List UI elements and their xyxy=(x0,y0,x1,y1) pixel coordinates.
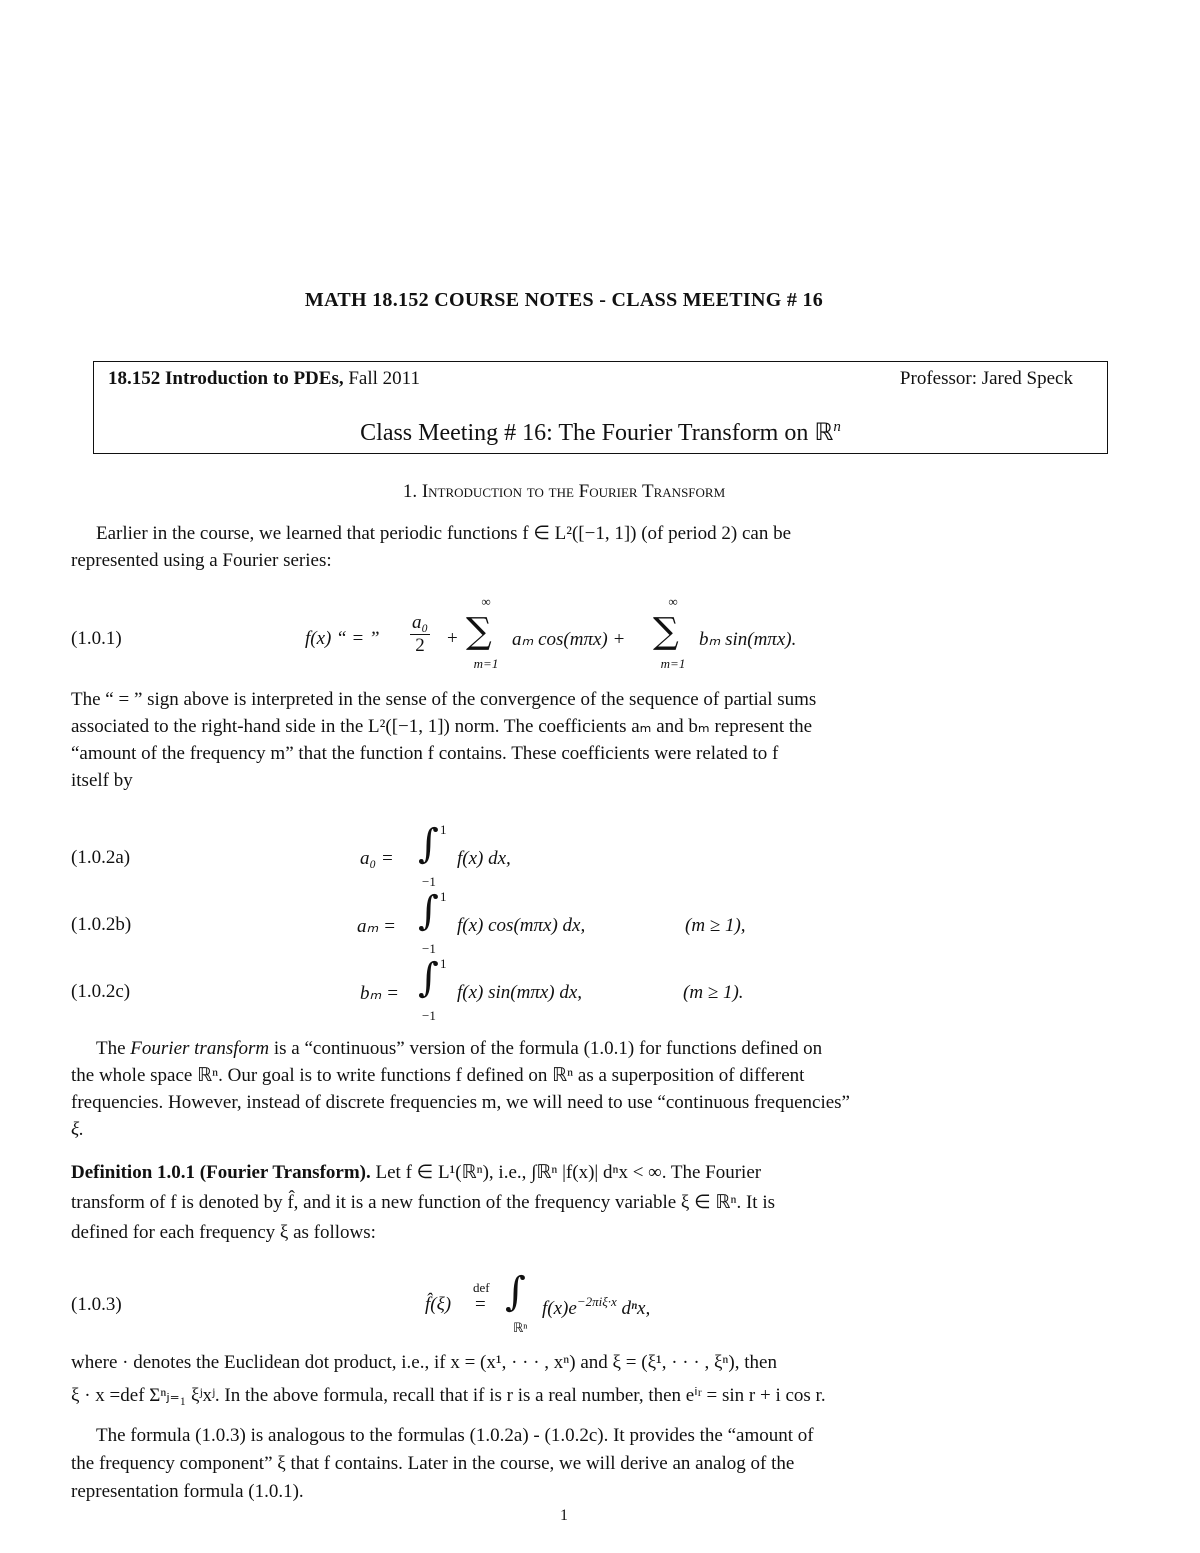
definition-block xyxy=(71,1158,1061,1248)
para4-line2: ξ · x =def Σⁿⱼ₌₁ ξʲxʲ. In the above formula, recall that if is r is a real number, then eⁱʳ = sin r + i cos r. xyxy=(71,1385,826,1406)
para1-line1: Earlier in the course, we learned that periodic functions f ∈ L²([−1, 1]) (of period 2) can be xyxy=(96,523,792,544)
para4-line1: where · denotes the Euclidean dot product, i.e., if x = (x¹, · · · , xⁿ) and ξ = (ξ¹, · · · , ξⁿ), then xyxy=(71,1352,777,1373)
para5-line2: the frequency component” ξ that f contains. Later in the course, we will derive an analog of the xyxy=(71,1453,795,1474)
eq-2c-lhs: bₘ = xyxy=(360,983,399,1004)
para1-line2: represented using a Fourier series: xyxy=(71,550,332,571)
equation-1-0-2a xyxy=(360,822,780,892)
integral-icon: ∫ xyxy=(418,888,439,934)
eq-2a-integrand: f(x) dx, xyxy=(457,848,511,869)
para3-line2: the whole space ℝⁿ. Our goal is to write functions f defined on ℝⁿ as a superposition of different xyxy=(71,1065,805,1086)
eq-1-0-2c-label: (1.0.2c) xyxy=(71,981,131,1002)
a0-num: a₀ xyxy=(412,612,429,633)
sum1-bottom: m=1 xyxy=(473,656,499,671)
eq-3-domain: ℝⁿ xyxy=(513,1320,528,1335)
paragraph-dot-product xyxy=(71,1346,1061,1412)
eq-2b-integrand: f(x) cos(mπx) dx, xyxy=(457,915,586,936)
section-title: Introduction to the Fourier Transform xyxy=(421,481,726,502)
fourier-transform-term: Fourier transform xyxy=(130,1038,270,1059)
eq-2a-upper: 1 xyxy=(440,822,447,837)
sum2-bottom: m=1 xyxy=(660,656,686,671)
sum2-icon: ∑ xyxy=(653,611,679,652)
definition-line2: transform of f is denoted by f̂, and it is a new function of the frequency variable ξ ∈ ℝⁿ. It is xyxy=(71,1192,775,1213)
eq-1-0-2b-label: (1.0.2b) xyxy=(71,914,132,935)
definition-line1-text: Let f ∈ L¹(ℝⁿ), i.e., ∫ℝⁿ |f(x)| dⁿx < ∞. The Fourier xyxy=(370,1162,762,1183)
def-label: def xyxy=(473,1280,490,1295)
section-number: 1. xyxy=(402,481,418,502)
para2-line2: associated to the right-hand side in the L²([−1, 1]) norm. The coefficients aₘ and bₘ represent the xyxy=(71,716,813,737)
eq-3-integrand xyxy=(542,1294,650,1320)
eq-2c-upper: 1 xyxy=(440,956,447,971)
header-box xyxy=(93,361,1108,454)
page-number: 1 xyxy=(560,1507,568,1524)
sum2-top: ∞ xyxy=(668,594,678,609)
para3-line1-b: is a “continuous” version of the formula (1.0.1) for functions defined on xyxy=(269,1038,823,1059)
para5-line3: representation formula (1.0.1). xyxy=(71,1481,304,1502)
definition-line1 xyxy=(71,1158,1061,1188)
paragraph-convergence xyxy=(71,686,1061,794)
eq-2a-lower: −1 xyxy=(422,874,436,889)
paragraph-fourier-transform xyxy=(71,1035,1061,1143)
def-equals: = xyxy=(475,1294,486,1315)
para3-line1 xyxy=(71,1035,1061,1062)
eq-2c-cond: (m ≥ 1). xyxy=(683,982,744,1003)
term2: bₘ sin(mπx). xyxy=(699,629,797,650)
eq-1-0-1-label: (1.0.1) xyxy=(71,628,122,649)
meeting-title-text: Class Meeting # 16: The Fourier Transform on ℝ xyxy=(360,420,834,446)
integral-icon: ∫ xyxy=(418,955,439,1001)
eq-lhs: f(x) “ = ” xyxy=(305,628,380,649)
para2-line1: The “ = ” sign above is interpreted in the sense of the convergence of the sequence of partial sums xyxy=(71,689,817,710)
equation-1-0-3 xyxy=(425,1269,745,1342)
para2-line4: itself by xyxy=(71,770,133,791)
a0-den: 2 xyxy=(415,635,425,656)
para3-line1-a: The xyxy=(96,1038,131,1059)
paragraph-analogous xyxy=(71,1422,1061,1506)
eq-1-0-2a-label: (1.0.2a) xyxy=(71,847,131,868)
eq-2a-lhs: a₀ = xyxy=(360,848,394,869)
term1: aₘ cos(mπx) + xyxy=(512,629,626,650)
section-heading xyxy=(0,481,1128,503)
definition-line3: defined for each frequency ξ as follows: xyxy=(71,1222,376,1243)
course-line xyxy=(108,368,420,390)
course-term: Fall 2011 xyxy=(343,368,420,389)
eq-2c-integrand: f(x) sin(mπx) dx, xyxy=(457,982,583,1003)
integral-icon: ∫ xyxy=(418,821,439,867)
a0-fraction xyxy=(410,612,430,657)
para3-line4: ξ. xyxy=(71,1119,84,1140)
equation-1-0-2b xyxy=(357,889,797,959)
eq-2b-upper: 1 xyxy=(440,889,447,904)
eq-3-exponent: −2πiξ·x xyxy=(576,1294,617,1309)
professor: Professor: Jared Speck xyxy=(899,368,1073,389)
page: MATH 18.152 COURSE NOTES - CLASS MEETING # 16 18.152 Introduction to PDEs, Fall 2011 Professor: Jared Speck Class Meeting # 16: The Fourier Transform on ℝ$^n$ 1. Introduction to the Fourier Transform Earlier in the course, we learned that periodic functions f ∈ L²([−1, 1]) (of period 2) can be represented using a Fourier series: (1.0.1) f(x) “ = ” $\frac{\text{a₀}}{2}$ + ∞ ∑ m=1 aₘ cos(mπx) + ∞ ∑ m=1 bₘ sin(mπx). The “ = ” sign above is interpreted in the sense of the convergence of the sequence of partial sums associated to the right-hand side in the L²([−1, 1]) norm. The coefficients aₘ and bₘ represent the “amount of the frequency m” that the function f contains. These coefficients were related to f itself by (1.0.2a) a₀ = ∫ 1 −1 f(x) dx, (1.0.2b) aₘ = ∫ 1 −1 f(x) cos(mπx) dx, (m ≥ 1), (1.0.2c) bₘ = ∫ 1 −1 f(x) sin(mπx) dx, (m ≥ 1). The Fourier transform is a “continuous” version of the formula (1.0.1) for functions defined on the whole space ℝⁿ. Our goal is to write functions f defined on ℝⁿ as a superposition of different frequencies. However, instead of discrete frequencies m, we will need to use “continuous frequencies” ξ. Definition 1.0.1 (Fourier Transform). Let f ∈ L¹(ℝⁿ), i.e., ∫ℝⁿ |f(x)| dⁿx < ∞. The Fourier transform of f is denoted by f̂, and it is a new function of the frequency variable ξ ∈ ℝⁿ. It is defined for each frequency ξ as follows: (1.0.3) f̂(ξ) def = ∫ ℝⁿ $f(x)e^{-2\pi i\xi\cdot x}$ dⁿx, where · denotes the Euclidean dot product, i.e., if x = (x¹, · · · , xⁿ) and ξ = (ξ¹, · · · , ξⁿ), then ξ · x =def Σⁿⱼ₌₁ ξʲxʲ. In the above formula, recall that if is r is a real number, then eⁱʳ = sin r + i cos r. The formula (1.0.3) is analogous to the formulas (1.0.2a) - (1.0.2c). It provides the “amount of the frequency component” ξ that f contains. Later in the course, we will derive an analog of the representation formula (1.0.1). 1 xyxy=(0,0,1200,1553)
paragraph-intro xyxy=(71,520,1061,574)
definition-head: Definition 1.0.1 (Fourier Transform). xyxy=(71,1162,371,1183)
course-name: 18.152 Introduction to PDEs, xyxy=(108,368,344,389)
page-title: MATH 18.152 COURSE NOTES - CLASS MEETING # 16 xyxy=(304,289,824,311)
para3-line3: frequencies. However, instead of discrete frequencies m, we will need to use “continuous frequencies” xyxy=(71,1092,850,1113)
eq-3-fx: f(x)e xyxy=(542,1298,577,1319)
eq-2b-lhs: aₘ = xyxy=(357,916,396,937)
eq-1-0-3-label: (1.0.3) xyxy=(71,1294,122,1315)
eq-3-lhs: f̂(ξ) xyxy=(425,1294,452,1315)
sum1-top: ∞ xyxy=(481,594,491,609)
integral-icon: ∫ xyxy=(505,1269,526,1315)
eq-2c-lower: −1 xyxy=(422,1008,436,1023)
equation-1-0-2c xyxy=(360,956,800,1026)
para2-line3: “amount of the frequency m” that the function f contains. These coefficients were related to f xyxy=(71,743,779,764)
para5-line1: The formula (1.0.3) is analogous to the formulas (1.0.2a) - (1.0.2c). It provides the “amount of xyxy=(96,1425,814,1446)
sum1-icon: ∑ xyxy=(466,611,492,652)
eq-3-tail: dⁿx, xyxy=(616,1298,651,1319)
eq-2b-lower: −1 xyxy=(422,941,436,956)
meeting-title: Class Meeting # 16: The Fourier Transform on ℝ$^n$ xyxy=(360,419,841,446)
eq-2b-cond: (m ≥ 1), xyxy=(685,915,746,936)
